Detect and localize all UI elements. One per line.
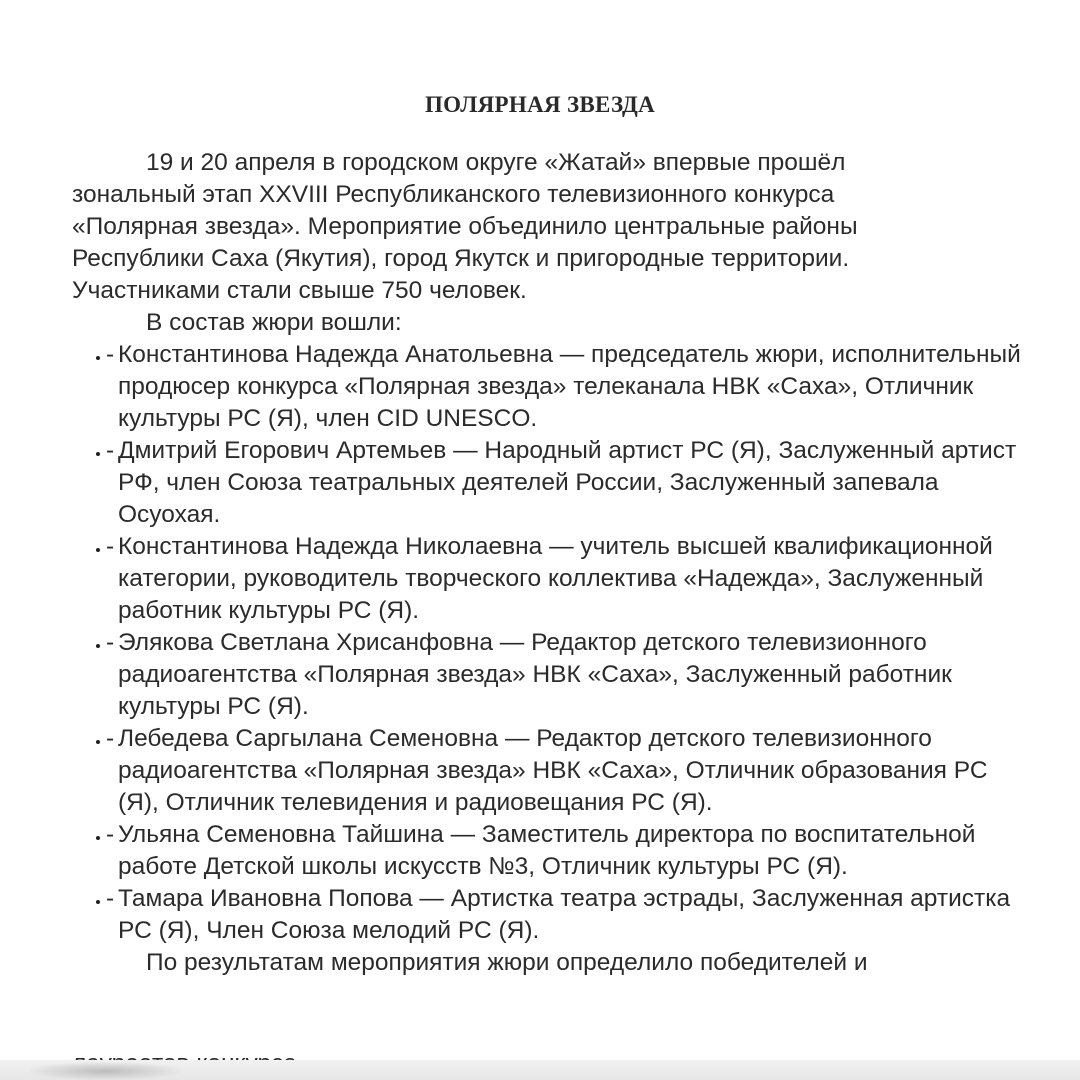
- document-body: [72, 147, 1032, 979]
- list-dash: -: [106, 821, 115, 848]
- jury-member-text: Дмитрий Егорович Артемьев — Народный артист РС (Я), Заслуженный артист РФ, член Союза театральных деятелей России, Заслуженный запевала Осуохая.: [118, 437, 1017, 528]
- jury-member-text: Константинова Надежда Николаевна — учитель высшей квалификационной категории, руководитель творческого коллектива «Надежда», Заслуженный работник культуры РС (Я).: [118, 533, 993, 624]
- list-dash: -: [106, 885, 115, 912]
- jury-list-item: [72, 531, 1032, 627]
- jury-list-item: [72, 723, 1032, 819]
- bullet-icon: [96, 836, 100, 840]
- jury-list-item: [72, 627, 1032, 723]
- document-title: ПОЛЯРНАЯ ЗВЕЗДА: [424, 92, 656, 117]
- jury-heading: В состав жюри вошли:: [146, 309, 402, 336]
- page-bottom-shadow-blur: [30, 1062, 180, 1080]
- list-dash: -: [106, 533, 115, 560]
- jury-list-item: [72, 883, 1032, 947]
- bullet-icon: [96, 644, 100, 648]
- bullet-icon: [96, 740, 100, 744]
- list-dash: -: [106, 437, 115, 464]
- jury-list: [72, 339, 1032, 947]
- list-dash: -: [106, 725, 115, 752]
- closing-paragraph: По результатам мероприятия жюри определило победителей и: [146, 949, 868, 976]
- jury-member-text: Ульяна Семеновна Тайшина — Заместитель директора по воспитательной работе Детской школы искусств №3, Отличник культуры РС (Я).: [118, 821, 976, 880]
- bullet-icon: [96, 900, 100, 904]
- jury-member-text: Константинова Надежда Анатольевна — председатель жюри, исполнительный продюсер конкурса «Полярная звезда» телеканала НВК «Саха», Отличник культуры РС (Я), член CID UNESCO.: [118, 341, 1021, 432]
- jury-list-item: [72, 819, 1032, 883]
- jury-list-item: [72, 339, 1032, 435]
- jury-member-text: Тамара Ивановна Попова — Артистка театра эстрады, Заслуженная артистка РС (Я), Член Союза мелодий РС (Я).: [118, 885, 1011, 944]
- intro-paragraph: 19 и 20 апреля в городском округе «Жатай» впервые прошёл зональный этап XXVIII Республиканского телевизионного конкурса «Полярная звезда». Мероприятие объединило центральные районы Республики Саха (Якутия), город Якутск и пригородные территории. Участниками стали свыше 750 человек.: [72, 149, 858, 304]
- jury-member-text: Элякова Светлана Хрисанфовна — Редактор детского телевизионного радиоагентства «Полярная звезда» НВК «Саха», Заслуженный работник культуры РС (Я).: [118, 629, 952, 720]
- bullet-icon: [96, 452, 100, 456]
- list-dash: -: [106, 341, 115, 368]
- jury-member-text: Лебедева Саргылана Семеновна — Редактор детского телевизионного радиоагентства «Полярная звезда» НВК «Саха», Отличник образования РС (Я), Отличник телевидения и радиовещания РС (Я).: [118, 725, 988, 816]
- list-dash: -: [106, 629, 115, 656]
- bullet-icon: [96, 548, 100, 552]
- jury-list-item: [72, 435, 1032, 531]
- bullet-icon: [96, 356, 100, 360]
